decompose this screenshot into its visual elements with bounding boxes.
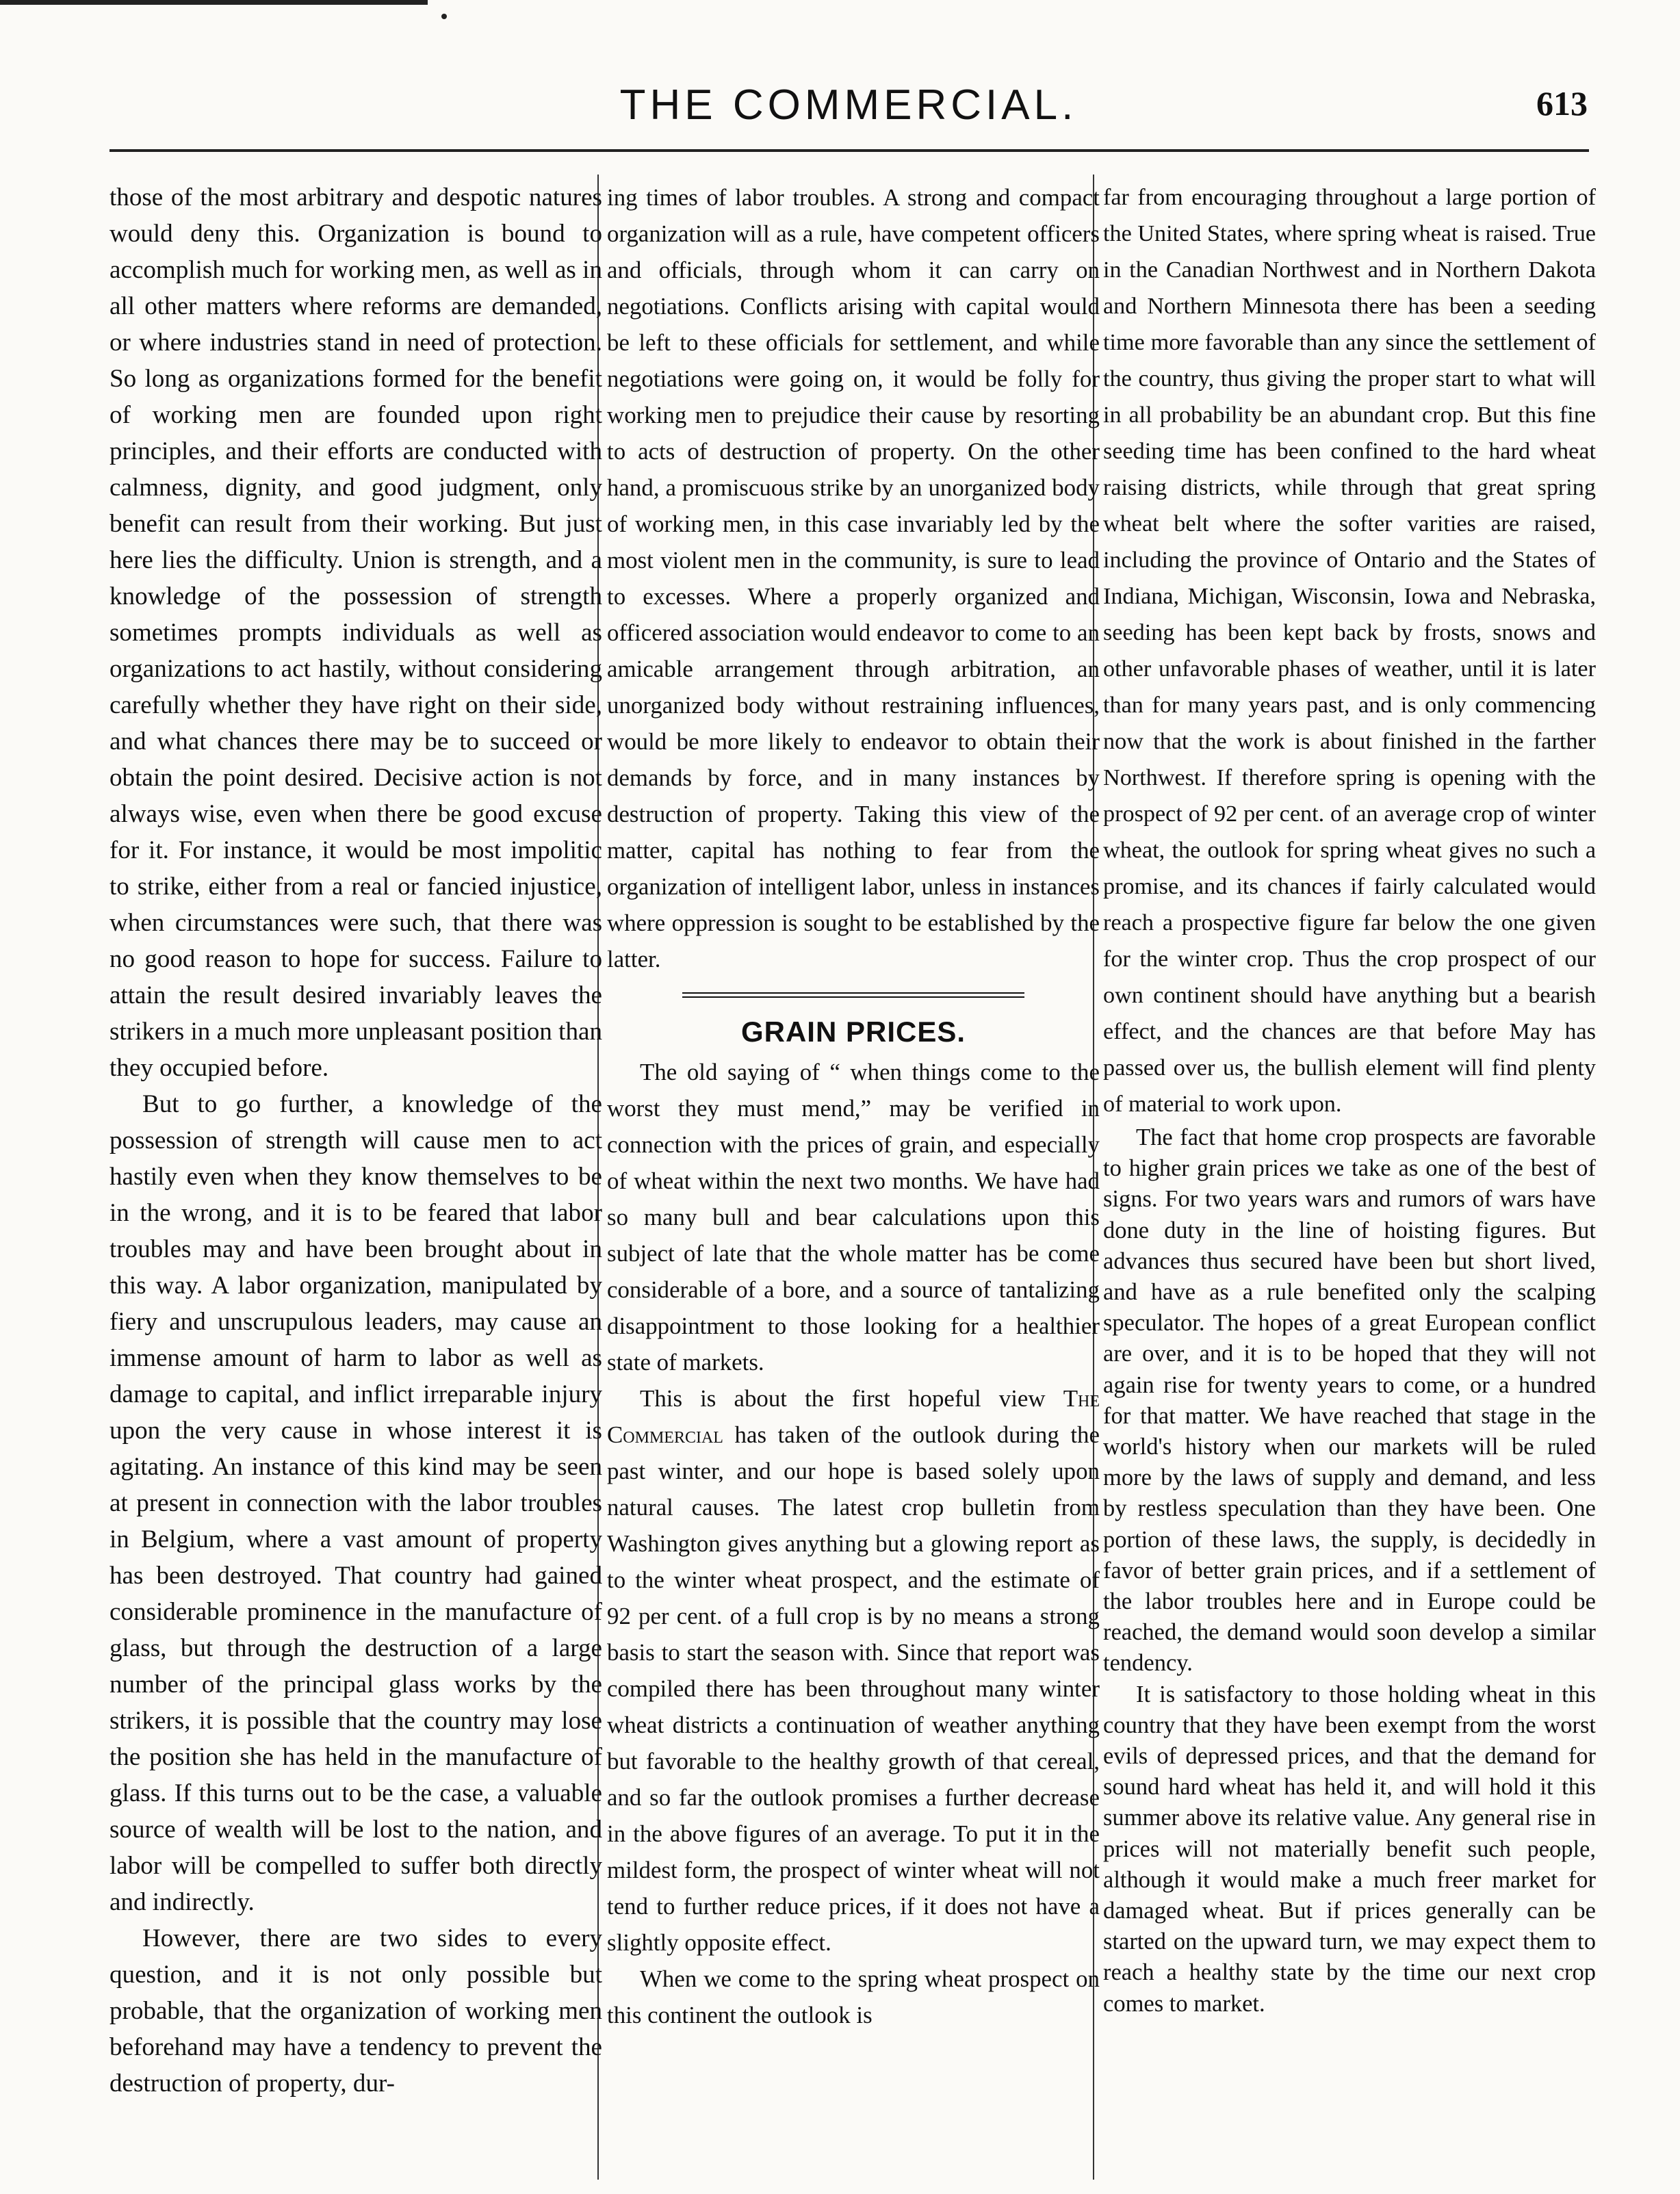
top-edge-dot [441,14,447,19]
column-1 [109,179,602,2181]
paragraph: those of the most arbitrary and despotic natures would deny this. Organization is bound to accomplish much for working men, as well as in all other matters where reforms are demanded, or where industries stand in need of protection. So long as organizations formed for the benefit of working men are founded upon right principles, and their efforts are conducted with calmness, dignity, and good judgment, only benefit can result from their working. But just here lies the difficulty. Union is strength, and a knowledge of the possession of strength sometimes prompts individuals as well as organizations to act hastily, without considering carefully whether they have right on their side, and what chances there may be to succeed or obtain the point desired. Decisive action is not always wise, even when there be good excuse for it. For instance, it would be most impolitic to strike, either from a real or fancied injustice, when circumstances were such, that there was no good reason to hope for success. Failure to attain the result desired invariably leaves the strikers in a much more unpleasant position than they occupied before. [109,183,602,1082]
page-title: THE COMMERCIAL. [619,81,1078,129]
paragraph [607,1380,1100,1961]
top-edge-rule [0,0,428,5]
column-2 [607,179,1100,2181]
article-heading-block [607,992,1100,1048]
paragraph: When we come to the spring wheat prospect on this continent the outlook is [607,1965,1100,2028]
page-number: 613 [1536,84,1588,122]
header-rule [109,149,1589,152]
column-3 [1103,179,1596,2181]
paragraph: ing times of labor troubles. A strong and compact organization will as a rule, have competent officers and officials, through whom it can carry on negotiations. Conflicts arising with capital would be left to these officials for settlement, and while negotiations were going on, it would be folly for working men to prejudice their cause by resorting to acts of destruction of property. On the other hand, a promiscuous strike by an unorganized body of working men, in this case invariably led by the most violent men in the community, is sure to lead to excesses. Where a properly organized and officered association would endeavor to come to an amicable arrangement through arbitration, an unorganized body without restraining influences, would be more likely to endeavor to obtain their demands by force, and in many instances by destruction of property. Taking this view of the matter, capital has nothing to fear from the organization of intelligent labor, unless in instances where oppression is sought to be established by the latter. [607,184,1100,972]
masthead [109,81,1588,142]
article-headline: GRAIN PRICES. [740,1016,966,1048]
paragraph: But to go further, a knowledge of the possession of strength will cause men to act hastily even when they know themselves to be in the wrong, and it is to be feared that labor troubles may and have been brought about in this way. A labor organization, manipulated by fiery and unscrupulous leaders, may cause an immense amount of harm to labor as well as damage to capital, and inflict irreparable injury upon the very cause in whose interest it is agitating. An instance of this kind may be seen at present in connection with the labor troubles in Belgium, where a vast amount of property has been destroyed. That country had gained considerable prominence in the manufacture of glass, but through the destruction of a large number of the principal glass works by the strikers, it is possible that the country may lose the position she has held in the manufacture of glass. If this turns out to be the case, a valuable source of wealth will be lost to the nation, and labor will be compelled to suffer both directly and indirectly. [109,1090,602,1916]
paragraph-text: This is about the first hopeful view [640,1385,1046,1412]
paragraph: However, there are two sides to every question, and it is not only possible but probable, that the organization of working men beforehand may have a tendency to prevent the destruction of property, dur- [109,1924,602,2098]
paragraph: It is satisfactory to those holding wheat in this country that they have been exempt from the worst evils of depressed prices, and that the demand for sound hard wheat has held it, and will hold it this summer above its relative value. Any general rise in prices will not materially benefit such people, although it would make a much freer market for damaged wheat. But if prices generally can be started on the upward turn, we may expect them to reach a healthy state by the time our next crop comes to market. [1103,1681,1596,2017]
paragraph-text: has taken of the outlook during the past winter, and our hope is based solely upon natural causes. The latest crop bulletin from Washington gives anything but a glowing report as to the winter wheat prospect, and the estimate of 92 per cent. of a full crop is by no means a strong basis to start the season with. Since that report was compiled there has been throughout many winter wheat districts a continuation of weather anything but favorable to the healthy growth of that cereal, and so far the outlook promises a further decrease in the above figures of an average. To put it in the mildest form, the prospect of winter wheat will not tend to further reduce prices, if it does not have a slightly opposite effect. [607,1421,1100,1956]
paragraph: The old saying of “ when things come to the worst they must mend,” may be verified in connection with the prices of grain, and especially of wheat within the next two months. We have had so many bull and bear calculations upon this subject of late that the whole matter has be come considerable of a bore, and a source of tantalizing disappointment to those looking for a healthier state of markets. [607,1059,1100,1376]
paragraph: The fact that home crop prospects are favorable to higher grain prices we take as one of the best of signs. For two years wars and rumors of wars have done duty in the line of hoisting figures. But advances thus secured have been but short lived, and have as a rule benefited only the scalping speculator. The hopes of a great European conflict are over, and it is to be hoped that they will not again rise for twenty years to come, or a hundred for that matter. We have reached that stage in the world's history when our markets will be ruled more by the laws of supply and demand, and less by restless speculation than they have been. One portion of these laws, the supply, is decidedly in favor of better grain prices, and if a settlement of the labor troubles here and in Europe could be reached, the demand would soon develop a similar tendency. [1103,1124,1596,1677]
heading-double-rule [682,992,1024,998]
publication-name: The Commercial [607,1385,1100,1448]
paragraph: far from encouraging throughout a large portion of the United States, where spring wheat is raised. True in the Canadian Northwest and in Northern Dakota and Northern Minnesota there has been a seeding time more favorable than any since the settlement of the country, thus giving the proper start to what will in all probability be an abundant crop. But this fine seeding time has been confined to the hard wheat raising districts, while through that great spring wheat belt where the softer varities are raised, including the province of Ontario and the States of Indiana, Michigan, Wisconsin, Iowa and Nebraska, seeding has been kept back by frosts, snows and other unfavorable phases of weather, until it is later than for many years past, and is only commencing now that the work is about finished in the farther Northwest. If therefore spring is opening with the prospect of 92 per cent. of an average crop of winter wheat, the outlook for spring wheat gives no such a promise, and its chances if fairly calculated would reach a prospective figure far below the one given for the winter crop. Thus the crop prospect of our own continent should have anything but a bearish effect, and the chances are that before May has passed over us, the bullish element will find plenty of material to work upon. [1103,185,1596,1117]
dense-text-block [1103,1122,1596,2019]
